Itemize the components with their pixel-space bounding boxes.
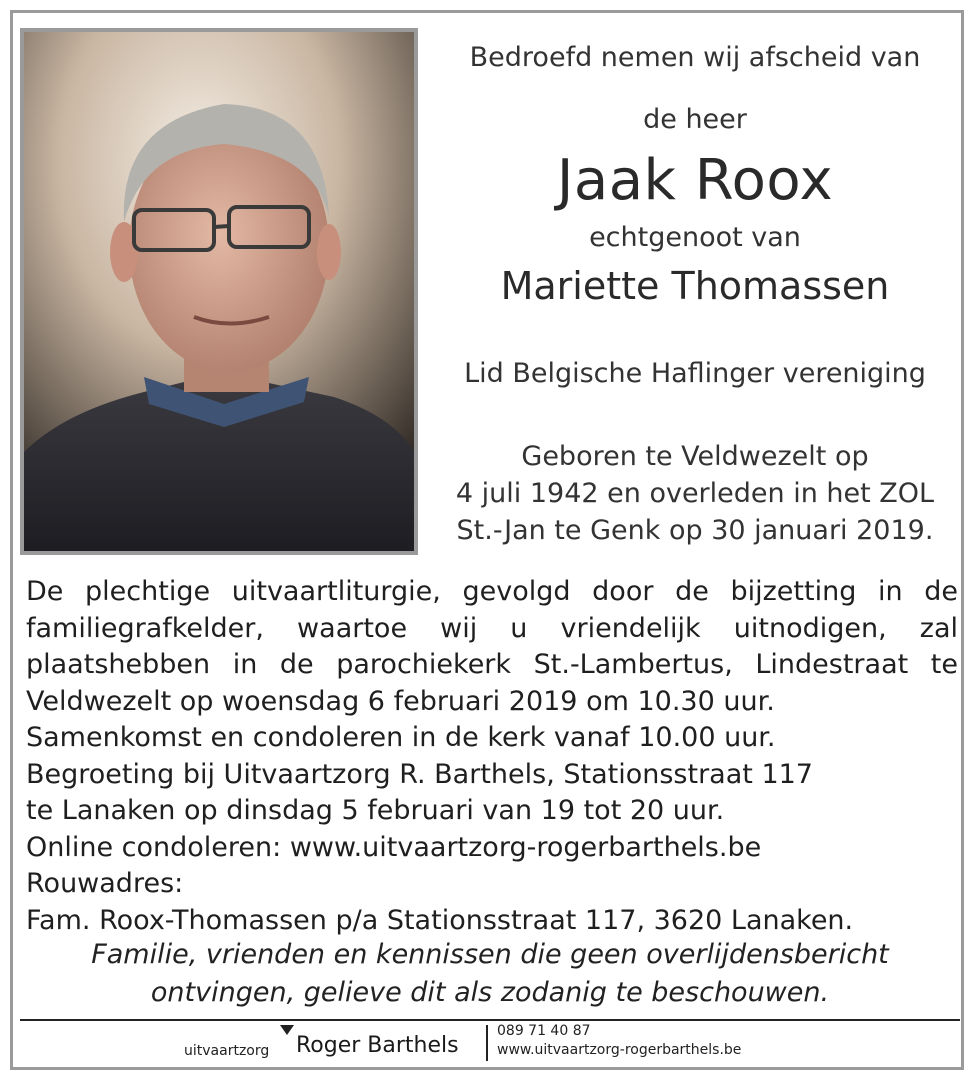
birth-death-block xyxy=(420,438,970,549)
portrait-image xyxy=(24,32,414,551)
spouse-intro: echtgenoot van xyxy=(589,222,801,253)
footer-website: www.uitvaartzorg-rogerbarthels.be xyxy=(497,1042,742,1058)
details-line: te Lanaken op dinsdag 5 februari van 19 tot 20 uur. xyxy=(26,795,725,826)
closing-line: Familie, vrienden en kennissen die geen overlijdensbericht xyxy=(91,939,889,970)
footer-divider xyxy=(20,1019,960,1021)
closing-note xyxy=(20,936,960,1012)
details-line: Fam. Roox-Thomassen p/a Stationsstraat 117, 3620 Lanaken. xyxy=(26,904,854,936)
funeral-details xyxy=(26,574,958,939)
birth-death-line: 4 juli 1942 en overleden in het ZOL xyxy=(455,478,935,509)
deceased-name: Jaak Roox xyxy=(556,148,834,213)
down-triangle-icon xyxy=(280,1025,294,1035)
details-line: Online condoleren: www.uitvaartzorg-rogerbarthels.be xyxy=(26,831,762,863)
details-line: familiegrafkelder, waartoe wij u vriendelijk uitnodigen, zal xyxy=(26,612,958,644)
details-line: Rouwadres: xyxy=(26,868,184,899)
portrait-photo xyxy=(20,28,418,555)
footer-separator xyxy=(486,1025,488,1061)
intro-text: Bedroefd nemen wij afscheid van xyxy=(469,42,921,73)
details-line: plaatshebben in de parochiekerk St.-Lambertus, Lindestraat te xyxy=(26,649,958,680)
birth-death-line: St.-Jan te Genk op 30 januari 2019. xyxy=(456,515,934,546)
details-line: Veldwezelt op woensdag 6 februari 2019 om 10.30 uur. xyxy=(26,685,775,717)
footer xyxy=(0,1022,980,1062)
footer-phone: 089 71 40 87 xyxy=(497,1023,591,1039)
details-line: Begroeting bij Uitvaartzorg R. Barthels, Stationsstraat 117 xyxy=(26,758,813,790)
membership-text: Lid Belgische Haflinger vereniging xyxy=(464,358,926,389)
footer-prefix: uitvaartzorg xyxy=(184,1043,270,1059)
honorific: de heer xyxy=(643,104,747,135)
spouse-name: Mariette Thomassen xyxy=(500,264,890,308)
closing-line: ontvingen, gelieve dit als zodanig te beschouwen. xyxy=(150,977,830,1008)
birth-death-line: Geboren te Veldwezelt op xyxy=(521,441,869,472)
details-line: Samenkomst en condoleren in de kerk vanaf 10.00 uur. xyxy=(26,722,776,753)
details-line: De plechtige uitvaartliturgie, gevolgd door de bijzetting in de xyxy=(26,576,958,607)
footer-brand: Roger Barthels xyxy=(296,1033,459,1058)
